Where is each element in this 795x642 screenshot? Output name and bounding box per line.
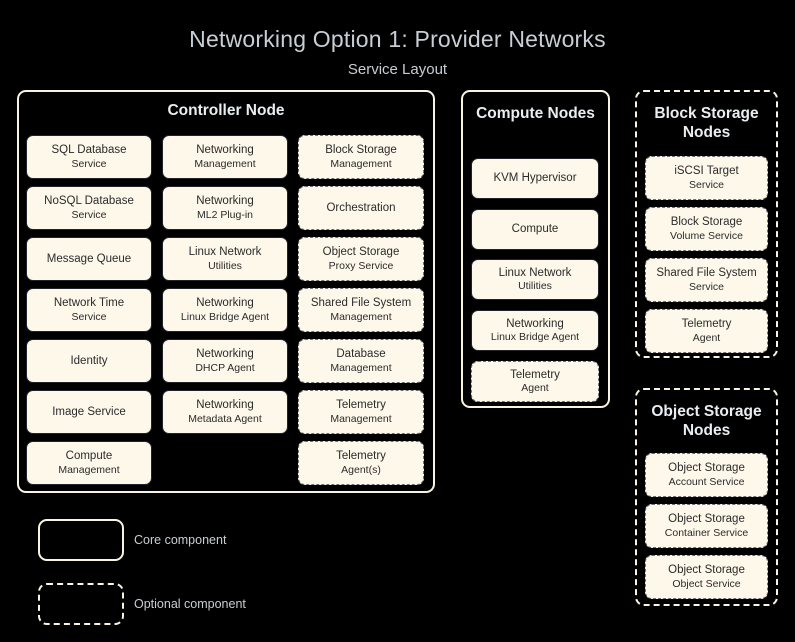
node-networking-dhcp-agent[interactable] [162, 339, 288, 383]
node-label-line1: Object Storage [668, 513, 745, 526]
node-sql-database-service[interactable] [26, 135, 152, 179]
node-object-storage-proxy-service[interactable] [298, 237, 424, 281]
node-label-line2: Management [194, 157, 256, 170]
legend-core-label: Core component [134, 533, 227, 547]
node-compute-linux-network-utilities[interactable] [471, 259, 599, 300]
node-label-line1: Network Time [53, 297, 125, 310]
node-label-line1: Linux Network [498, 266, 572, 279]
node-label-line2: Volume Service [670, 229, 743, 242]
node-telemetry-management[interactable] [298, 390, 424, 434]
node-label-line2: Container Service [664, 526, 749, 539]
node-label-line2: Linux Bridge Agent [180, 310, 270, 323]
node-label-line2: Account Service [668, 475, 745, 488]
node-message-queue[interactable] [26, 237, 152, 281]
node-label-line1: SQL Database [51, 144, 127, 157]
node-label-line1: iSCSI Target [674, 165, 739, 178]
node-label-line1: Image Service [52, 405, 126, 418]
node-label-line2: Management [330, 310, 392, 323]
node-label-line2: Agent(s) [341, 463, 381, 476]
node-label-line2: Service [71, 157, 107, 170]
node-label-line1: Telemetry [336, 399, 386, 412]
node-compute-networking-linux-bridge-agent[interactable] [471, 310, 599, 351]
legend-optional-swatch [38, 583, 124, 625]
node-label-line1: Identity [70, 354, 108, 367]
node-label-line2: Service [71, 310, 107, 323]
node-object-storage-container-service[interactable] [645, 504, 768, 548]
node-label-line1: KVM Hypervisor [493, 172, 577, 185]
node-label-line1: Compute [511, 223, 559, 236]
node-label-line2: Agent [521, 382, 549, 395]
node-label-line2: Object Service [672, 577, 741, 590]
node-label-line2: Proxy Service [328, 259, 394, 272]
node-object-storage-object-service[interactable] [645, 555, 768, 599]
node-label-line1: Message Queue [46, 252, 132, 265]
node-label-line1: Networking [196, 195, 254, 208]
node-image-service[interactable] [26, 390, 152, 434]
node-linux-network-utilities[interactable] [162, 237, 288, 281]
node-block-storage-volume-service[interactable] [645, 207, 768, 251]
node-label-line1: Telemetry [336, 450, 386, 463]
node-label-line1: Object Storage [668, 462, 745, 475]
node-label-line1: NoSQL Database [44, 195, 134, 208]
node-object-storage-account-service[interactable] [645, 453, 768, 497]
node-label-line2: DHCP Agent [195, 361, 255, 374]
node-label-line2: Metadata Agent [188, 412, 262, 425]
node-label-line2: Service [688, 280, 724, 293]
node-label-line2: Management [58, 463, 120, 476]
node-label-line1: Networking [196, 399, 254, 412]
node-kvm-hypervisor[interactable] [471, 158, 599, 199]
node-nosql-database-service[interactable] [26, 186, 152, 230]
node-label-line1: Database [336, 348, 386, 361]
node-compute-telemetry-agent[interactable] [471, 361, 599, 402]
node-block-storage-management[interactable] [298, 135, 424, 179]
node-label-line2: Linux Bridge Agent [490, 331, 580, 344]
node-label-line1: Object Storage [668, 564, 745, 577]
node-identity[interactable] [26, 339, 152, 383]
group-compute-nodes-title: Compute Nodes [476, 105, 595, 122]
node-label-line1: Linux Network [188, 246, 262, 259]
legend-core-swatch [38, 519, 124, 561]
node-label-line1: Compute [65, 450, 113, 463]
node-label-line1: Telemetry [510, 368, 560, 381]
node-iscsi-target-service[interactable] [645, 156, 768, 200]
node-label-line1: Orchestration [326, 201, 396, 214]
page-title: Networking Option 1: Provider Networks [189, 26, 606, 52]
node-label-line1: Shared File System [656, 267, 757, 280]
node-networking-management[interactable] [162, 135, 288, 179]
node-label-line2: Utilities [208, 259, 242, 272]
node-shared-file-system-management[interactable] [298, 288, 424, 332]
node-label-line1: Object Storage [322, 246, 400, 259]
node-label-line2: Utilities [518, 280, 552, 293]
node-label-line1: Networking [196, 297, 254, 310]
node-database-management[interactable] [298, 339, 424, 383]
node-label-line1: Block Storage [670, 216, 743, 229]
page-subtitle: Service Layout [347, 61, 448, 78]
node-label-line1: Shared File System [310, 297, 412, 310]
node-label-line2: Agent [692, 331, 721, 344]
node-compute-management[interactable] [26, 441, 152, 485]
group-object-storage-nodes-title: Object Storage Nodes [651, 403, 762, 440]
node-networking-metadata-agent[interactable] [162, 390, 288, 434]
legend-optional-label: Optional component [134, 597, 246, 611]
node-label-line1: Block Storage [325, 144, 397, 157]
node-telemetry-agents[interactable] [298, 441, 424, 485]
node-label-line2: Management [330, 361, 392, 374]
node-label-line2: Service [71, 208, 107, 221]
node-block-telemetry-agent[interactable] [645, 309, 768, 353]
node-label-line1: Networking [506, 317, 564, 330]
node-compute[interactable] [471, 209, 599, 250]
node-label-line2: ML2 Plug-in [196, 208, 254, 221]
node-label-line1: Networking [196, 348, 254, 361]
node-label-line2: Management [330, 412, 392, 425]
node-networking-ml2-plugin[interactable] [162, 186, 288, 230]
node-orchestration[interactable] [298, 186, 424, 230]
node-shared-file-system-service[interactable] [645, 258, 768, 302]
node-network-time-service[interactable] [26, 288, 152, 332]
node-networking-linux-bridge-agent[interactable] [162, 288, 288, 332]
node-label-line1: Networking [196, 144, 254, 157]
node-label-line2: Management [330, 157, 392, 170]
group-block-storage-nodes-title: Block Storage Nodes [654, 105, 759, 142]
node-label-line2: Service [688, 178, 724, 191]
group-controller-node-title: Controller Node [167, 102, 285, 119]
node-label-line1: Telemetry [681, 318, 732, 331]
